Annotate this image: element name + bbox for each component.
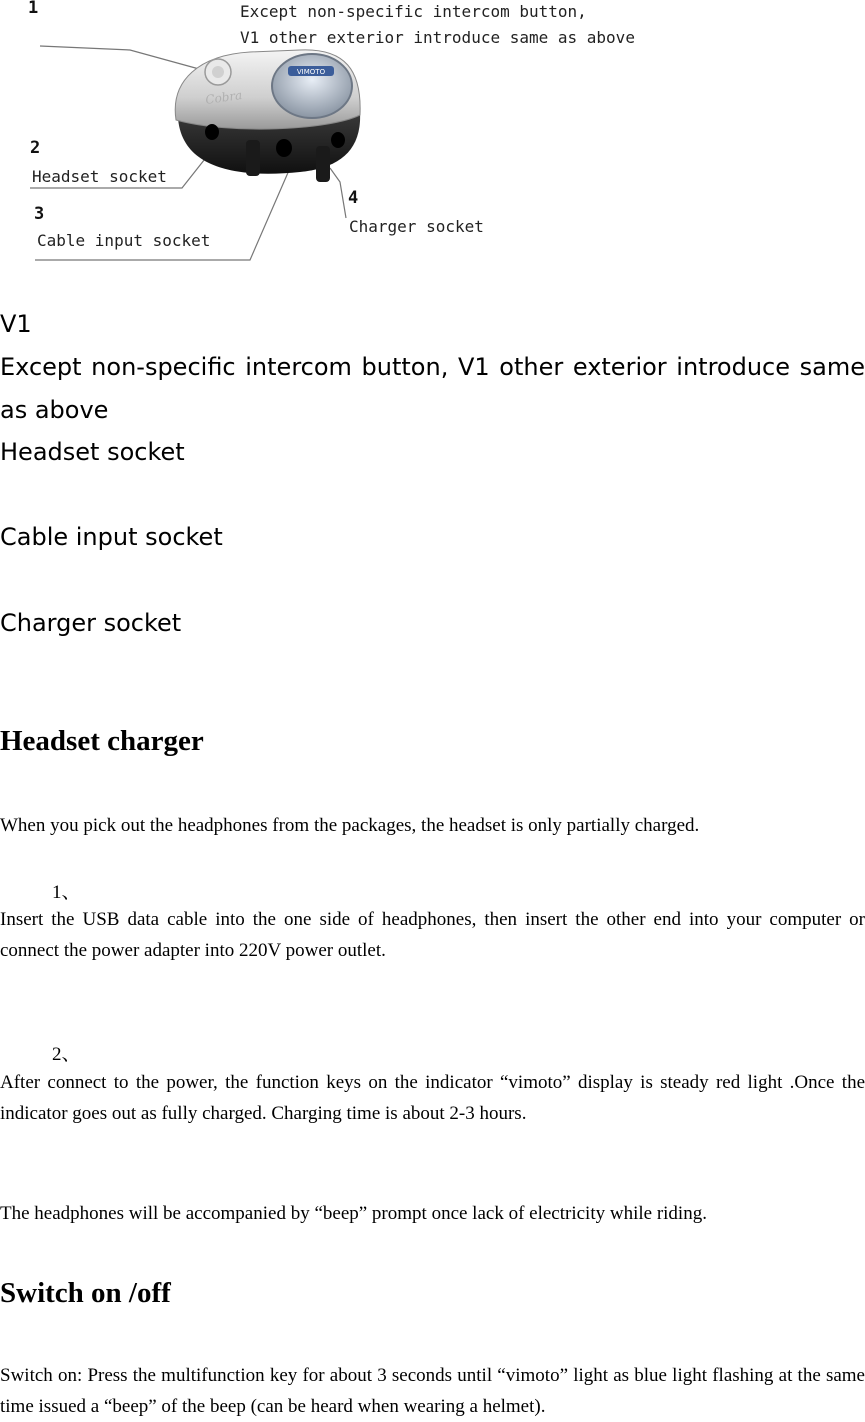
step-1-text: Insert the USB data cable into the one side of headphones, then insert the other end into your computer or connect the power adapter into 220V power outlet. xyxy=(0,909,865,961)
caption-model: V1 xyxy=(0,310,32,338)
callout-line-1 xyxy=(40,46,210,72)
callout-number-1: 1 xyxy=(28,0,39,18)
callout-label-2: Headset socket xyxy=(32,167,167,186)
heading-switch: Switch on /off xyxy=(0,1277,171,1309)
caption-item-1: Except non-specific intercom button, V1 other exterior introduce same as above xyxy=(0,353,865,424)
switch-text: Switch on: Press the multifunction key for about 3 seconds until “vimoto” light as blue light flashing at the same time issued a “beep” of the beep (can be heard when wearing a helmet). xyxy=(0,1365,865,1417)
step-2-number: 2、 xyxy=(52,1044,81,1065)
callout-number-4: 4 xyxy=(348,188,359,208)
step-1-number: 1、 xyxy=(52,882,81,903)
cable-input-socket-icon xyxy=(276,139,292,157)
step-2-text: After connect to the power, the function keys on the indicator “vimoto” display is steady red light .Once the indicator goes out as fully charged. Charging time is about 2-3 hours. xyxy=(0,1072,865,1124)
device-brand-text: Cobra xyxy=(204,87,244,107)
heading-headset-charger: Headset charger xyxy=(0,725,204,757)
caption-item-2: Headset socket xyxy=(0,438,185,466)
headset-socket-icon xyxy=(205,124,219,140)
callout-label-3: Cable input socket xyxy=(37,231,211,250)
callout-line-4 xyxy=(330,168,346,218)
caption-item-4: Charger socket xyxy=(0,609,182,637)
callout-number-2: 2 xyxy=(30,138,41,158)
product-figure xyxy=(0,0,635,270)
device-badge-text: VIMOTO xyxy=(296,68,326,76)
charger-socket-icon xyxy=(331,132,345,148)
callout-label-4: Charger socket xyxy=(349,217,484,236)
plug-left-icon xyxy=(246,140,260,176)
callout-number-3: 3 xyxy=(34,204,45,224)
caption-item-3: Cable input socket xyxy=(0,523,223,551)
callout-label-1: Except non-specific intercom button, V1 other exterior introduce same as above xyxy=(240,2,635,47)
charger-intro: When you pick out the headphones from the packages, the headset is only partially charged. xyxy=(0,815,700,836)
plug-right-icon xyxy=(316,146,330,182)
low-battery-note: The headphones will be accompanied by “beep” prompt once lack of electricity while riding. xyxy=(0,1203,707,1224)
multifunction-button-icon xyxy=(272,54,352,118)
